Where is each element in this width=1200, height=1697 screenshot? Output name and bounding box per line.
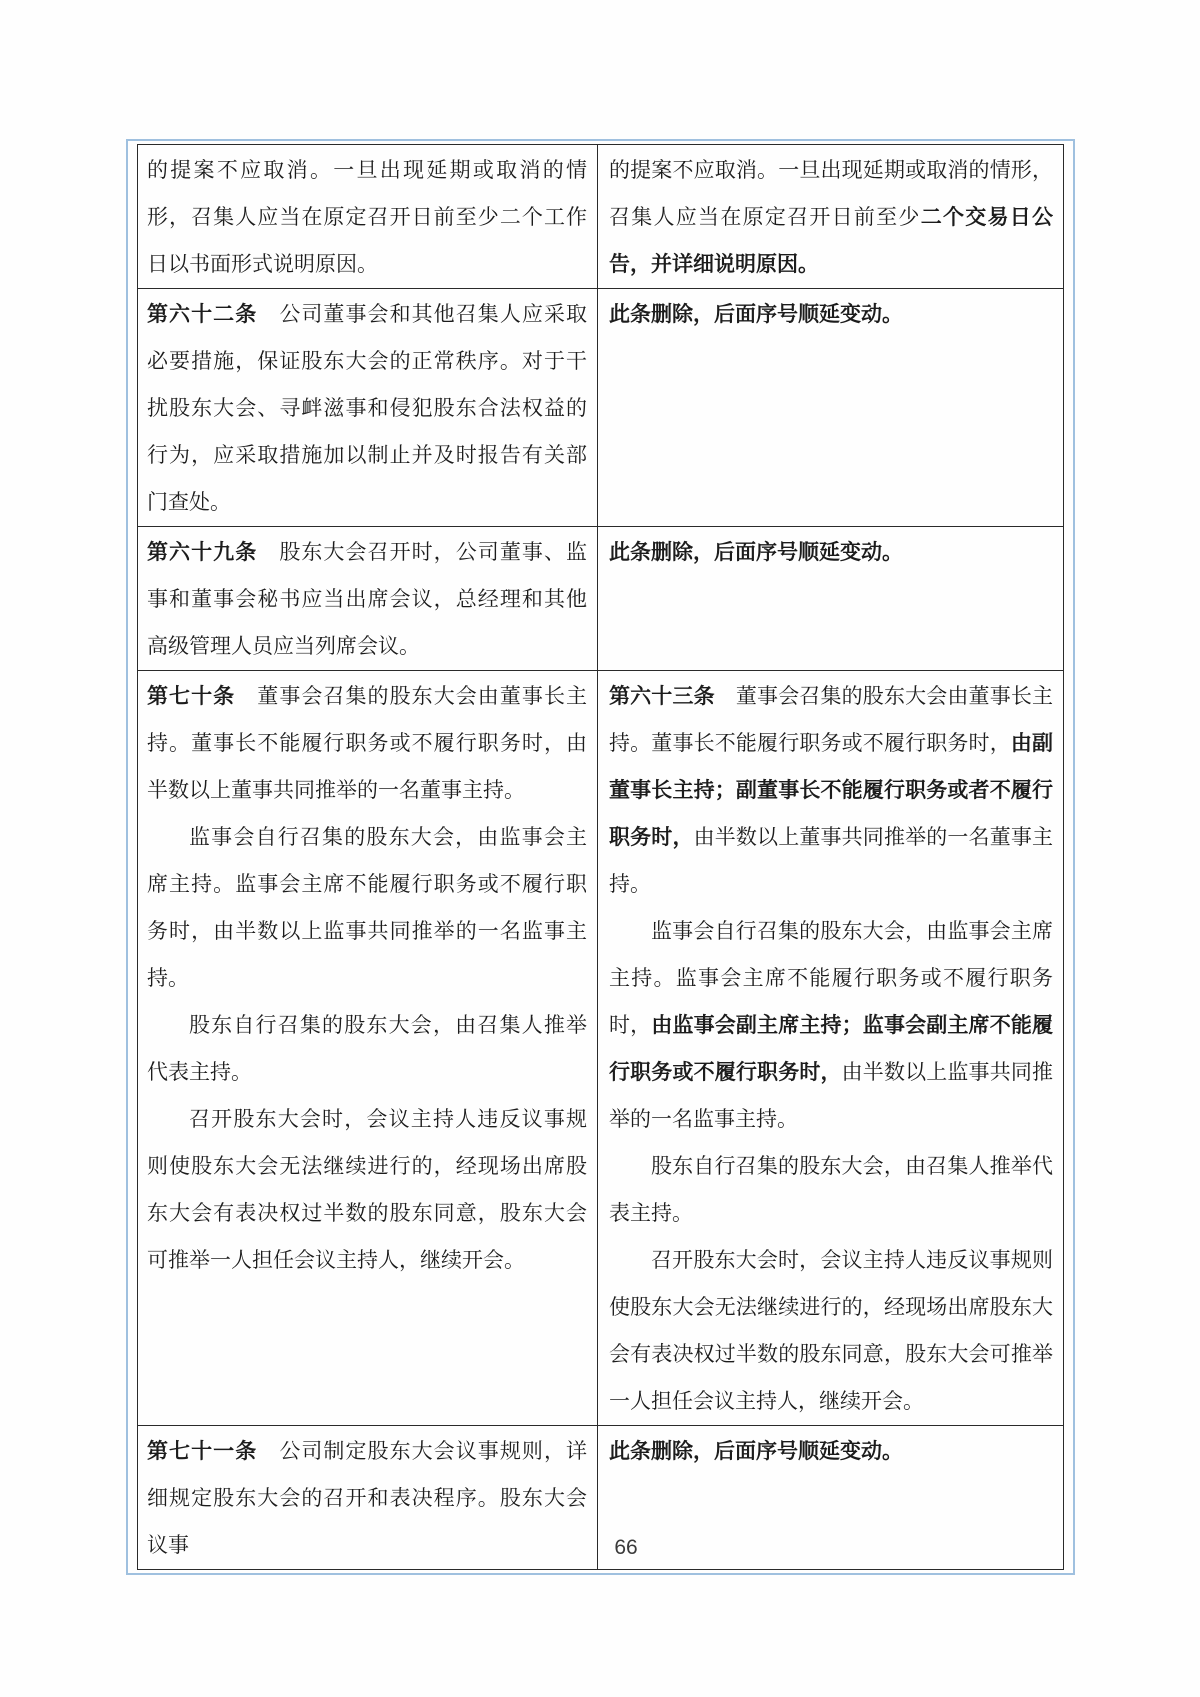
text-run: 第六十三条 (609, 684, 715, 708)
text-run: 监事会自行召集的股东大会，由监事会主席主持。监事会主席不能履行职务或不履行职务时， (609, 919, 1053, 1037)
text-run: 股东自行召集的股东大会，由召集人推举代表主持。 (147, 1013, 587, 1084)
cell-right (598, 289, 1064, 527)
paragraph (609, 147, 1053, 288)
paragraph (147, 1096, 587, 1284)
cell-left (138, 145, 598, 289)
paragraph (609, 1143, 1053, 1237)
text-run: 由半数以上董事共同推举的一名董事主持。 (609, 825, 1054, 896)
text-run: 公司董事会和其他召集人应采取必要措施，保证股东大会的正常秩序。对于干扰股东大会、寻衅滋事和侵犯股东合法权益的行为，应采取措施加以制止并及时报告有关部门查处。 (147, 302, 588, 514)
text-run: 此条删除，后面序号顺延变动。 (609, 540, 903, 564)
text-run: 由监事会副主席主持；监事会副主席不能履行职务或不履行职务时， (609, 1013, 1054, 1084)
cell-right (598, 671, 1064, 1426)
table-row (138, 289, 1064, 527)
text-run: 此条删除，后面序号顺延变动。 (609, 302, 903, 326)
table-row (138, 671, 1064, 1426)
paragraph (609, 1237, 1053, 1425)
text-run: 公司制定股东大会议事规则，详细规定股东大会的召开和表决程序。股东大会议事 (147, 1439, 588, 1557)
text-run: 第六十九条 (147, 540, 258, 564)
cell-right (598, 527, 1064, 671)
text-run: 股东大会召开时，公司董事、监事和董事会秘书应当出席会议，总经理和其他高级管理人员应当列席会议。 (147, 540, 588, 658)
table-outer-border (126, 139, 1075, 1575)
text-run: 的提案不应取消。一旦出现延期或取消的情形，召集人应当在原定召开日前至少 (609, 158, 1053, 229)
text-run: 第七十一条 (147, 1439, 258, 1463)
page-footer (0, 1536, 1200, 1560)
paragraph (147, 1002, 587, 1096)
comparison-table (137, 144, 1064, 1570)
text-run: 董事会召集的股东大会由董事长主持。董事长不能履行职务或不履行职务时，由半数以上董事共同推举的一名董事主持。 (147, 684, 588, 802)
page-number: 66 (614, 1536, 638, 1559)
paragraph (609, 1428, 1053, 1475)
paragraph (609, 529, 1053, 576)
text-run: 此条删除，后面序号顺延变动。 (609, 1439, 903, 1463)
cell-left (138, 527, 598, 671)
paragraph (609, 291, 1053, 338)
paragraph (147, 814, 587, 1002)
text-run: 董事会召集的股东大会由董事长主持。董事长不能履行职务或不履行职务时， (609, 684, 1053, 755)
paragraph (147, 673, 587, 814)
table-row (138, 527, 1064, 671)
text-run: 股东自行召集的股东大会，由召集人推举代表主持。 (609, 1154, 1053, 1225)
text-run: 二个交易日公告，并详细说明原因。 (609, 205, 1054, 276)
paragraph (147, 291, 587, 526)
text-run: 的提案不应取消。一旦出现延期或取消的情形，召集人应当在原定召开日前至少二个工作日以书面形式说明原因。 (147, 158, 587, 276)
paragraph (609, 673, 1053, 908)
paragraph (147, 147, 587, 288)
text-run: 监事会自行召集的股东大会，由监事会主席主持。监事会主席不能履行职务或不履行职务时，由半数以上监事共同推举的一名监事主持。 (147, 825, 587, 990)
text-run: 由副董事长主持；副董事长不能履行职务或者不履行职务时， (609, 731, 1054, 849)
paragraph (147, 529, 587, 670)
text-run: 由半数以上监事共同推举的一名监事主持。 (609, 1060, 1054, 1131)
table-row (138, 145, 1064, 289)
cell-left (138, 671, 598, 1426)
paragraph (609, 908, 1053, 1143)
cell-right (598, 145, 1064, 289)
text-run: 第七十条 (147, 684, 236, 708)
text-run: 召开股东大会时，会议主持人违反议事规则使股东大会无法继续进行的，经现场出席股东大会有表决权过半数的股东同意，股东大会可推举一人担任会议主持人，继续开会。 (147, 1107, 587, 1272)
text-run: 召开股东大会时，会议主持人违反议事规则使股东大会无法继续进行的，经现场出席股东大会有表决权过半数的股东同意，股东大会可推举一人担任会议主持人，继续开会。 (609, 1248, 1053, 1413)
text-run: 第六十二条 (147, 302, 258, 326)
cell-left (138, 289, 598, 527)
